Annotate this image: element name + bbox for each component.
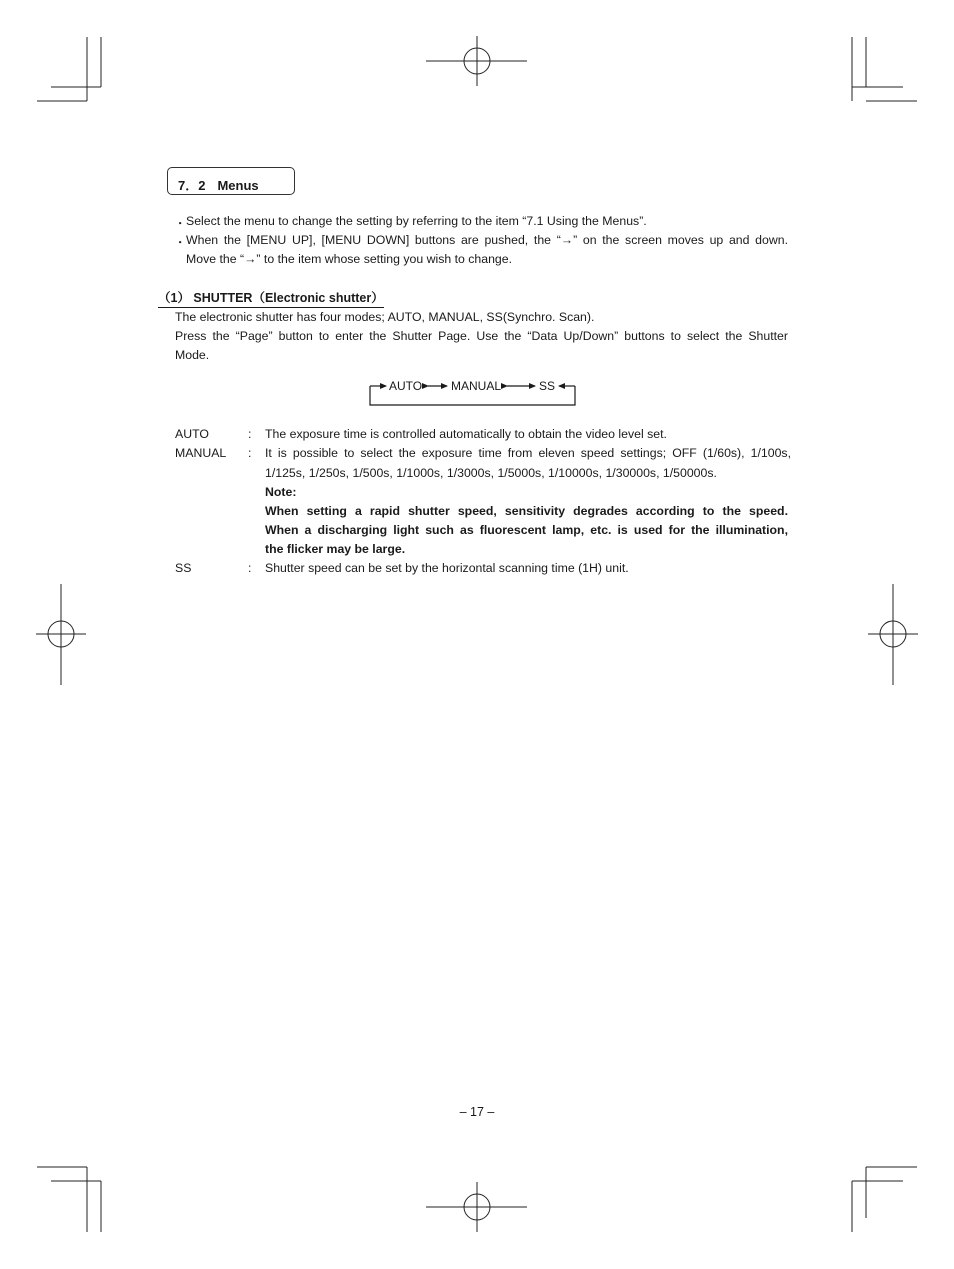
paragraph-line: The electronic shutter has four modes; AUTO, MANUAL, SS(Synchro. Scan).: [175, 310, 595, 324]
definition-text: The exposure time is controlled automatically to obtain the video level set.: [265, 427, 667, 441]
bullet-text: Select the menu to change the setting by referring to the item “7.1 Using the Menus”.: [186, 214, 647, 228]
note-label: Note:: [265, 485, 297, 499]
paragraph-line: Press the “Page” button to enter the Shutter Page. Use the “Data Up/Down” buttons to select the Shutter: [175, 329, 788, 343]
note-text: When a discharging light such as fluorescent lamp, etc. is used for the illumination,: [265, 523, 788, 537]
definition-term: MANUAL: [175, 446, 227, 460]
definition-separator: :: [248, 427, 252, 441]
subsection-heading: （1） SHUTTER（Electronic shutter）: [158, 288, 384, 308]
definition-term: AUTO: [175, 427, 209, 441]
definition-text: Shutter speed can be set by the horizontal scanning time (1H) unit.: [265, 561, 629, 575]
page-number: – 17 –: [459, 1105, 495, 1119]
note-text: When setting a rapid shutter speed, sensitivity degrades according to the speed.: [265, 504, 788, 518]
mode-label-ss: SS: [539, 379, 556, 393]
bullet-marker: ・: [174, 217, 187, 231]
definition-separator: :: [248, 446, 252, 460]
definition-text: 1/125s, 1/250s, 1/500s, 1/1000s, 1/3000s, 1/5000s, 1/10000s, 1/30000s, 1/50000s.: [265, 466, 717, 480]
paragraph-line: Mode.: [175, 348, 210, 362]
section-number: 7．2: [178, 178, 206, 193]
definition-term: SS: [175, 561, 192, 575]
section-title-text: Menus: [217, 178, 259, 193]
definition-separator: :: [248, 561, 252, 575]
bullet-text: When the [MENU UP], [MENU DOWN] buttons are pushed, the “→” on the screen moves up and down.: [186, 233, 788, 247]
bullet-marker: ・: [174, 236, 187, 250]
mode-label-auto: AUTO: [389, 379, 423, 393]
note-text: the flicker may be large.: [265, 542, 406, 556]
mode-label-manual: MANUAL: [451, 379, 502, 393]
definition-text: It is possible to select the exposure time from eleven speed settings; OFF (1/60s), 1/100s,: [265, 446, 791, 460]
bullet-text: Move the “→” to the item whose setting you wish to change.: [186, 252, 513, 266]
